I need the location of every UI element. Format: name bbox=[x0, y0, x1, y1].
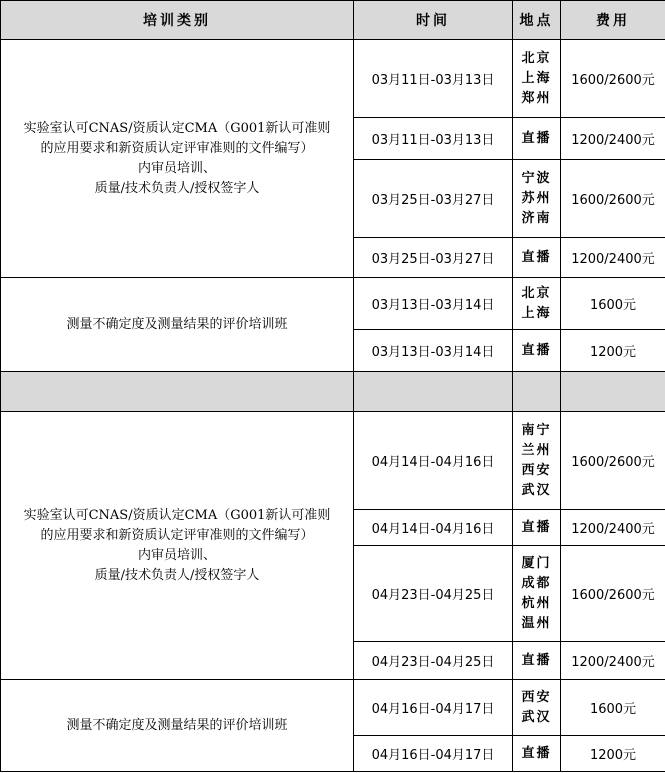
fee-cell: 1600/2600元 bbox=[561, 160, 665, 238]
location-name: 宁波 bbox=[521, 170, 552, 186]
location-cell bbox=[513, 736, 561, 772]
location-cell bbox=[513, 510, 561, 546]
category-line: 的应用要求和新资质认定评审准则的文件编写） bbox=[40, 140, 314, 156]
category-line: 测量不确定度及测量结果的评价培训班 bbox=[66, 717, 288, 733]
spacer-row bbox=[1, 372, 665, 412]
location-name: 直播 bbox=[521, 342, 552, 358]
spacer-cell bbox=[354, 372, 513, 412]
location-name: 直播 bbox=[521, 519, 552, 535]
time-cell: 04月14日-04月16日 bbox=[354, 510, 513, 546]
location-name: 直播 bbox=[521, 745, 552, 761]
location-name: 上海 bbox=[521, 70, 552, 86]
location-cell bbox=[513, 160, 561, 238]
fee-cell: 1200/2400元 bbox=[561, 118, 665, 160]
category-line: 内审员培训、 bbox=[137, 160, 216, 176]
header-row bbox=[1, 1, 665, 40]
header-time: 时间 bbox=[354, 1, 513, 40]
location-name: 上海 bbox=[521, 305, 552, 321]
spacer-cell bbox=[1, 372, 354, 412]
location-name: 南宁 bbox=[521, 422, 552, 438]
category-cell bbox=[1, 278, 354, 372]
category-line: 质量/技术负责人/授权签字人 bbox=[94, 180, 260, 196]
location-cell bbox=[513, 238, 561, 278]
location-cell bbox=[513, 40, 561, 118]
time-cell: 04月14日-04月16日 bbox=[354, 412, 513, 510]
location-name: 北京 bbox=[521, 50, 552, 66]
location-cell bbox=[513, 412, 561, 510]
table-row bbox=[1, 412, 665, 510]
location-cell bbox=[513, 642, 561, 680]
time-cell: 04月23日-04月25日 bbox=[354, 546, 513, 642]
header-category: 培训类别 bbox=[1, 1, 354, 40]
category-cell bbox=[1, 412, 354, 680]
location-name: 北京 bbox=[521, 285, 552, 301]
category-line: 测量不确定度及测量结果的评价培训班 bbox=[66, 316, 288, 332]
time-cell: 03月13日-03月14日 bbox=[354, 330, 513, 372]
location-cell bbox=[513, 278, 561, 330]
category-line: 质量/技术负责人/授权签字人 bbox=[94, 567, 260, 583]
location-cell bbox=[513, 330, 561, 372]
location-name: 直播 bbox=[521, 652, 552, 668]
fee-cell: 1200/2400元 bbox=[561, 510, 665, 546]
category-cell bbox=[1, 680, 354, 772]
header-fee: 费用 bbox=[561, 1, 665, 40]
time-cell: 04月23日-04月25日 bbox=[354, 642, 513, 680]
category-line: 实验室认可CNAS/资质认定CMA（G001新认可准则 bbox=[23, 120, 331, 136]
location-name: 苏州 bbox=[521, 190, 552, 206]
fee-cell: 1600元 bbox=[561, 278, 665, 330]
location-name: 西安 bbox=[521, 462, 552, 478]
location-name: 成都 bbox=[521, 575, 552, 591]
fee-cell: 1600/2600元 bbox=[561, 412, 665, 510]
time-cell: 03月25日-03月27日 bbox=[354, 238, 513, 278]
spacer-cell bbox=[513, 372, 561, 412]
location-name: 直播 bbox=[521, 249, 552, 265]
time-cell: 04月16日-04月17日 bbox=[354, 736, 513, 772]
time-cell: 03月25日-03月27日 bbox=[354, 160, 513, 238]
category-cell bbox=[1, 40, 354, 278]
location-cell bbox=[513, 680, 561, 736]
fee-cell: 1200/2400元 bbox=[561, 642, 665, 680]
location-name: 杭州 bbox=[521, 595, 552, 611]
location-name: 济南 bbox=[521, 210, 552, 226]
location-name: 厦门 bbox=[521, 555, 552, 571]
location-cell bbox=[513, 118, 561, 160]
fee-cell: 1600/2600元 bbox=[561, 40, 665, 118]
fee-cell: 1600元 bbox=[561, 680, 665, 736]
fee-cell: 1200元 bbox=[561, 736, 665, 772]
time-cell: 03月11日-03月13日 bbox=[354, 40, 513, 118]
fee-cell: 1200/2400元 bbox=[561, 238, 665, 278]
time-cell: 03月11日-03月13日 bbox=[354, 118, 513, 160]
table-row bbox=[1, 40, 665, 118]
fee-cell: 1600/2600元 bbox=[561, 546, 665, 642]
location-name: 温州 bbox=[521, 615, 552, 631]
location-name: 郑州 bbox=[521, 90, 552, 106]
location-name: 武汉 bbox=[521, 709, 552, 725]
table-row bbox=[1, 680, 665, 736]
location-name: 直播 bbox=[521, 130, 552, 146]
category-line: 内审员培训、 bbox=[137, 547, 216, 563]
fee-cell: 1200元 bbox=[561, 330, 665, 372]
time-cell: 03月13日-03月14日 bbox=[354, 278, 513, 330]
header-location: 地点 bbox=[513, 1, 561, 40]
location-name: 西安 bbox=[521, 689, 552, 705]
location-cell bbox=[513, 546, 561, 642]
spacer-cell bbox=[561, 372, 665, 412]
location-name: 武汉 bbox=[521, 482, 552, 498]
category-line: 的应用要求和新资质认定评审准则的文件编写） bbox=[40, 527, 314, 543]
time-cell: 04月16日-04月17日 bbox=[354, 680, 513, 736]
location-name: 兰州 bbox=[521, 442, 552, 458]
table-row bbox=[1, 278, 665, 330]
category-line: 实验室认可CNAS/资质认定CMA（G001新认可准则 bbox=[23, 507, 331, 523]
